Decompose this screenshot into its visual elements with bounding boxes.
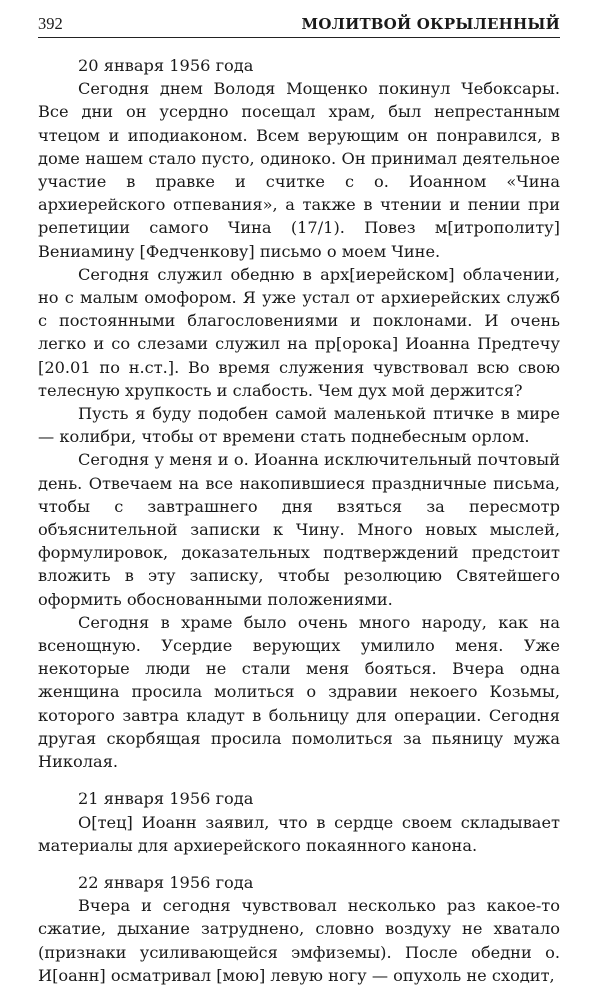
paragraph: Вчера и сегодня чувствовал несколько раз какое-то сжатие, дыхание затруднено, словно воздуху не хватало (признаки усиливающейся эмфиземы). После обедни о. И[оанн] осматривал [мою] левую ногу — опухоль не сходит, [38, 896, 560, 985]
paragraph: Сегодня служил обедню в арх[иерейском] облачении, но с малым омофором. Я уже устал от архиерейских служб с постоянными благословениями и поклонами. И очень легко и со слезами служил на пр[орока] Иоанна Предтечу [20.01 по н.ст.]. Во время служения чувствовал всю свою телесную хрупкость и слабость. Чем дух мой держится? [38, 264, 560, 400]
paragraph: О[тец] Иоанн заявил, что в сердце своем складывает материалы для архиерейского покаянного канона. [38, 812, 560, 855]
page-number: 392 [38, 14, 63, 33]
running-head [38, 14, 560, 38]
paragraph: Сегодня днем Володя Мощенко покинул Чебоксары. Все дни он усердно посещал храм, был непрестанным чтецом и иподиаконом. Всем верующим он понравился, в доме нашем стало пусто, одиноко. Он принимал деятельное участие в правке и считке с о. Иоанном «Чина архиерейского отпевания», а также в чтении и пении при репетиции самого Чина (17/1). Повез м[итрополиту] Вениамину [Федченкову] письмо о моем Чине. [38, 79, 560, 261]
diary-entry-jan-21 [38, 787, 560, 857]
running-title: МОЛИТВОЙ ОКРЫЛЕННЫЙ [301, 15, 560, 33]
paragraph: Пусть я буду подобен самой маленькой птичке в мире — колибри, чтобы от времени стать поднебесным орлом. [38, 404, 560, 447]
body-text [38, 54, 560, 987]
paragraph: Сегодня в храме было очень много народу, как на всенощную. Усердие верующих умилило меня. Уже некоторые люди не стали меня бояться. Вчера одна женщина просила молиться о здравии некоего Козьмы, которого завтра кладут в больницу для операции. Сегодня другая скорбящая просила помолиться за пьяницу мужа Николая. [38, 612, 560, 772]
diary-entry-jan-20 [38, 54, 560, 773]
entry-date: 21 января 1956 года [78, 789, 254, 809]
entry-date: 20 января 1956 года [78, 56, 254, 75]
diary-entry-jan-22 [38, 871, 560, 987]
book-page [38, 14, 560, 987]
paragraph: Сегодня у меня и о. Иоанна исключительный почтовый день. Отвечаем на все накопившиеся праздничные письма, чтобы с завтрашнего дня взяться за пересмотр объяснительной записки к Чину. Много новых мыслей, формулировок, доказательных подтверждений предстоит вложить в эту записку, чтобы резолюцию Святейшего оформить обоснованными положениями. [38, 450, 560, 609]
entry-date: 22 января 1956 года [78, 872, 254, 892]
